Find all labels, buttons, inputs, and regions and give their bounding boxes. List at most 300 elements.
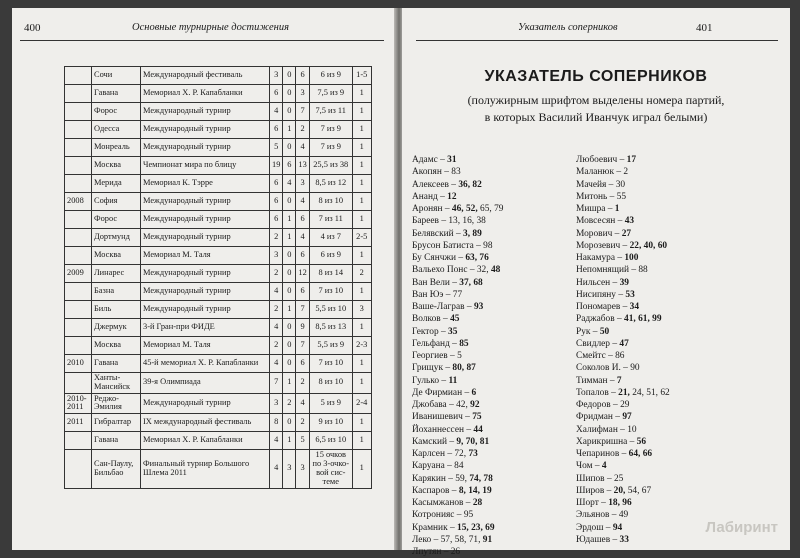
table-row: [65, 283, 372, 301]
place-cell: 1: [352, 211, 371, 229]
year-cell: [65, 85, 92, 103]
table-row: [65, 337, 372, 355]
entry-text: Шорт –: [576, 498, 609, 508]
city-cell: Линарес: [92, 265, 141, 283]
index-entry: [576, 387, 670, 399]
index-entry: [412, 350, 503, 362]
draws-cell: 0: [283, 319, 296, 337]
place-cell: 1: [352, 319, 371, 337]
white-games-numbers: 63, 76: [465, 253, 489, 263]
index-entry: [412, 534, 503, 546]
index-subtitle-line1: (полужирным шрифтом выделены номера партий,: [467, 93, 725, 107]
index-entry: [576, 228, 670, 240]
year-cell: [65, 337, 92, 355]
index-entry: [576, 252, 670, 264]
score-cell: 15 очков по 3-очко-вой сис-теме: [309, 450, 352, 488]
table-row: [65, 247, 372, 265]
city-cell: Сочи: [92, 67, 141, 85]
white-games-numbers: 37, 68: [459, 277, 483, 288]
white-games-numbers: 47: [619, 338, 629, 349]
event-cell: 3-й Гран-при ФИДЕ: [141, 319, 270, 337]
index-entry: [576, 191, 670, 203]
event-cell: Мемориал К. Тэрре: [141, 175, 270, 193]
table-row: [65, 265, 372, 283]
place-cell: 1: [352, 121, 371, 139]
index-entry: [412, 289, 503, 301]
losses-cell: 6: [296, 211, 309, 229]
year-cell: 2009: [65, 265, 92, 283]
index-entry: [576, 338, 670, 350]
index-entry: [576, 424, 670, 436]
entry-text: Каспаров –: [412, 485, 459, 496]
running-header-right: Указатель соперников: [518, 22, 618, 33]
index-entry: [412, 179, 503, 191]
entry-text: Каруана – 84: [412, 461, 464, 472]
event-cell: Международный турнир: [141, 193, 270, 211]
entry-text: Ван Юэ – 77: [412, 289, 463, 300]
left-page: [12, 8, 396, 550]
place-cell: 1: [352, 355, 371, 373]
index-entry: [576, 436, 670, 448]
entry-text: Халифман – 10: [576, 424, 637, 435]
right-page: [402, 8, 790, 557]
entry-text: Волков –: [412, 314, 451, 325]
losses-cell: 13: [296, 157, 309, 175]
entry-text: Карякин – 59,: [412, 473, 470, 484]
index-entry: [412, 460, 503, 472]
score-cell: 6 из 9: [309, 67, 352, 85]
losses-cell: 3: [296, 450, 309, 488]
index-entry: [412, 399, 503, 411]
entry-text: Широв –: [576, 485, 614, 496]
table-row: [65, 121, 372, 139]
draws-cell: 0: [283, 337, 296, 355]
white-games-numbers: 43: [624, 216, 635, 227]
year-cell: [65, 247, 92, 265]
score-cell: 7 из 9: [309, 121, 352, 139]
entry-text: Чепаринов –: [576, 449, 629, 459]
score-cell: 4 из 7: [309, 229, 352, 247]
white-games-numbers: 41, 61, 99: [624, 314, 662, 325]
event-cell: Международный турнир: [141, 229, 270, 247]
entry-text: Ананд –: [412, 191, 448, 202]
index-entry: [576, 166, 670, 178]
entry-text: Акопян – 83: [412, 167, 461, 178]
losses-cell: 3: [296, 85, 309, 103]
running-header-left: Основные турнирные достижения: [132, 22, 289, 33]
draws-cell: 0: [283, 67, 296, 85]
entry-text: Гектор –: [412, 326, 449, 337]
entry-text: Карлсен – 72,: [412, 449, 469, 459]
score-cell: 7 из 11: [309, 211, 352, 229]
entry-text: Мишра –: [576, 204, 615, 214]
entry-text: Пономарев –: [576, 302, 630, 312]
entry-text: Ван Вели –: [412, 277, 460, 288]
year-cell: 2008: [65, 193, 92, 211]
score-cell: 6 из 9: [309, 247, 352, 265]
wins-cell: 6: [270, 211, 283, 229]
entry-text: 54, 67: [625, 485, 652, 496]
wins-cell: 6: [270, 85, 283, 103]
entry-text: Чом –: [576, 461, 602, 472]
white-games-numbers: 28: [472, 498, 483, 508]
index-entry: [412, 411, 503, 423]
draws-cell: 0: [283, 247, 296, 265]
white-games-numbers: 74, 78: [469, 473, 493, 484]
white-games-numbers: 11: [448, 375, 458, 386]
entry-text: Федоров – 29: [576, 400, 630, 410]
index-entry: [412, 154, 503, 166]
white-games-numbers: 18, 96: [608, 498, 632, 508]
index-entry: [412, 313, 503, 325]
index-entry: [412, 240, 503, 252]
index-entry: [576, 411, 670, 423]
entry-text: Грищук –: [412, 363, 453, 374]
year-cell: 2010-2011: [65, 393, 92, 414]
index-subtitle-line2: в которых Василий Иванчук играл белыми): [484, 110, 708, 124]
losses-cell: 2: [296, 121, 309, 139]
entry-text: Брусон Батиста – 98: [412, 240, 493, 251]
event-cell: Международный турнир: [141, 265, 270, 283]
index-column-1: [412, 154, 503, 558]
wins-cell: 2: [270, 337, 283, 355]
city-cell: Сан-Паулу, Бильбао: [92, 450, 141, 488]
wins-cell: 2: [270, 265, 283, 283]
draws-cell: 6: [283, 157, 296, 175]
entry-text: Алексеев –: [412, 179, 459, 190]
score-cell: 8,5 из 13: [309, 319, 352, 337]
white-games-numbers: 34: [629, 302, 640, 312]
entry-text: Шипов – 25: [576, 473, 624, 484]
entry-text: Ваше-Лаграв –: [412, 302, 474, 312]
table-row: [65, 85, 372, 103]
table-row: [65, 373, 372, 394]
score-cell: 25,5 из 38: [309, 157, 352, 175]
score-cell: 7 из 10: [309, 355, 352, 373]
wins-cell: 3: [270, 247, 283, 265]
wins-cell: 19: [270, 157, 283, 175]
score-cell: 8 из 10: [309, 373, 352, 394]
score-cell: 5,5 из 10: [309, 301, 352, 319]
entry-text: Леко – 57, 58, 71,: [412, 534, 483, 545]
watermark-logo: Лабиринт: [705, 519, 778, 536]
year-cell: [65, 67, 92, 85]
index-entry: [412, 448, 503, 460]
year-cell: [65, 139, 92, 157]
losses-cell: 6: [296, 355, 309, 373]
year-cell: [65, 373, 92, 394]
place-cell: 3: [352, 301, 371, 319]
city-cell: Форос: [92, 211, 141, 229]
white-games-numbers: 3, 89: [463, 228, 482, 239]
city-cell: Гавана: [92, 432, 141, 450]
draws-cell: 0: [283, 265, 296, 283]
table-row: [65, 211, 372, 229]
city-cell: Мерида: [92, 175, 141, 193]
index-entry: [412, 338, 503, 350]
index-entry: [412, 424, 503, 436]
place-cell: 2-3: [352, 337, 371, 355]
entry-text: Котронияс – 95: [412, 510, 474, 521]
entry-text: Георгиев – 5: [412, 351, 462, 361]
wins-cell: 4: [270, 283, 283, 301]
entry-text: Белявский –: [412, 228, 464, 239]
white-games-numbers: 64, 66: [628, 449, 653, 459]
index-entry: [412, 546, 503, 558]
entry-text: Смейтс – 86: [576, 351, 625, 361]
entry-text: Топалов –: [576, 387, 619, 398]
wins-cell: 4: [270, 103, 283, 121]
entry-text: Крамник –: [412, 522, 457, 533]
score-cell: 9 из 10: [309, 414, 352, 432]
table-row: [65, 414, 372, 432]
index-entry: [576, 154, 670, 166]
city-cell: Биль: [92, 301, 141, 319]
index-entry: [412, 203, 503, 215]
place-cell: 2-4: [352, 393, 371, 414]
score-cell: 5 из 9: [309, 393, 352, 414]
white-games-numbers: 31: [447, 155, 457, 165]
wins-cell: 2: [270, 229, 283, 247]
city-cell: Москва: [92, 337, 141, 355]
entry-text: Фридман –: [576, 412, 623, 423]
index-entry: [412, 375, 503, 387]
event-cell: Международный турнир: [141, 393, 270, 414]
index-entry: [576, 240, 670, 252]
entry-text: Нильсен –: [576, 277, 620, 288]
place-cell: 1: [352, 450, 371, 488]
index-entry: [412, 497, 503, 509]
entry-text: Эрдош –: [576, 522, 613, 533]
wins-cell: 4: [270, 450, 283, 488]
white-games-numbers: 100: [624, 253, 639, 263]
year-cell: 2011: [65, 414, 92, 432]
white-games-numbers: 35: [448, 326, 458, 337]
losses-cell: 12: [296, 265, 309, 283]
index-title: УКАЗАТЕЛЬ СОПЕРНИКОВ: [484, 68, 708, 85]
entry-text: Адамс –: [412, 155, 448, 165]
event-cell: Чемпионат мира по блицу: [141, 157, 270, 175]
index-entry: [576, 326, 670, 338]
white-games-numbers: 53: [625, 289, 635, 300]
entry-text: Вальехо Понс – 32,: [412, 265, 491, 276]
index-entry: [412, 326, 503, 338]
city-cell: Форос: [92, 103, 141, 121]
draws-cell: 1: [283, 432, 296, 450]
city-cell: Одесса: [92, 121, 141, 139]
year-cell: [65, 432, 92, 450]
index-entry: [576, 375, 670, 387]
white-games-numbers: 20,: [613, 485, 626, 496]
white-games-numbers: 93: [473, 302, 484, 312]
entry-text: Джобава – 42,: [412, 400, 471, 410]
losses-cell: 6: [296, 67, 309, 85]
white-games-numbers: 45: [450, 314, 460, 325]
results-table: [64, 66, 372, 489]
white-games-numbers: 97: [622, 412, 632, 423]
index-entry: [576, 497, 670, 509]
wins-cell: 3: [270, 393, 283, 414]
index-entry: [576, 509, 670, 521]
event-cell: 39-я Олимпиада: [141, 373, 270, 394]
year-cell: [65, 319, 92, 337]
index-entry: [576, 179, 670, 191]
losses-cell: 6: [296, 283, 309, 301]
table-row: [65, 175, 372, 193]
score-cell: 5,5 из 9: [309, 337, 352, 355]
table-row: [65, 67, 372, 85]
index-entry: [412, 485, 503, 497]
wins-cell: 6: [270, 121, 283, 139]
index-entry: [412, 473, 503, 485]
white-games-numbers: 6: [471, 387, 477, 398]
wins-cell: 2: [270, 301, 283, 319]
city-cell: Гавана: [92, 355, 141, 373]
wins-cell: 4: [270, 432, 283, 450]
index-entry: [576, 485, 670, 497]
index-entry: [576, 460, 670, 472]
event-cell: Международный турнир: [141, 139, 270, 157]
entry-text: Юдашев –: [576, 534, 620, 545]
index-entry: [412, 362, 503, 374]
entry-text: Свидлер –: [576, 338, 620, 349]
draws-cell: 0: [283, 283, 296, 301]
entry-text: Раджабов –: [576, 314, 625, 325]
score-cell: 8 из 14: [309, 265, 352, 283]
white-games-numbers: 56: [636, 436, 647, 447]
entry-text: Морович –: [576, 228, 622, 239]
entry-text: Морозевич –: [576, 240, 630, 251]
entry-text: Йоханнессен –: [412, 424, 474, 435]
place-cell: 2-5: [352, 229, 371, 247]
entry-text: Мачейя – 30: [576, 179, 626, 190]
draws-cell: 1: [283, 301, 296, 319]
event-cell: Мемориал Х. Р. Капабланки: [141, 432, 270, 450]
index-entry: [576, 399, 670, 411]
index-entry: [576, 350, 670, 362]
table-row: [65, 355, 372, 373]
index-entry: [412, 228, 503, 240]
white-games-numbers: 80, 87: [452, 363, 476, 374]
index-entry: [412, 522, 503, 534]
entry-text: Маланюк – 2: [576, 167, 629, 178]
place-cell: 1: [352, 414, 371, 432]
place-cell: 1: [352, 432, 371, 450]
score-cell: 8,5 из 12: [309, 175, 352, 193]
index-entry: [412, 252, 503, 264]
white-games-numbers: 39: [619, 277, 629, 288]
draws-cell: 0: [283, 355, 296, 373]
entry-text: Аронян –: [412, 204, 452, 214]
wins-cell: 8: [270, 414, 283, 432]
wins-cell: 7: [270, 373, 283, 394]
header-rule: [416, 40, 778, 41]
score-cell: 7,5 из 9: [309, 85, 352, 103]
white-games-numbers: 85: [459, 338, 469, 349]
index-entry: [412, 215, 503, 227]
place-cell: 1: [352, 139, 371, 157]
entry-text: Харикришна –: [576, 436, 637, 447]
event-cell: Международный турнир: [141, 121, 270, 139]
losses-cell: 4: [296, 229, 309, 247]
table-row: [65, 319, 372, 337]
wins-cell: 6: [270, 193, 283, 211]
white-games-numbers: 8, 14, 19: [458, 485, 492, 496]
losses-cell: 4: [296, 139, 309, 157]
entry-text: Любоевич –: [576, 155, 627, 165]
city-cell: Монреаль: [92, 139, 141, 157]
white-games-numbers: 9, 70, 81: [456, 436, 490, 447]
entry-text: Гельфанд –: [412, 338, 460, 349]
event-cell: Международный турнир: [141, 211, 270, 229]
page-number-left: 400: [24, 22, 41, 34]
white-games-numbers: 46, 52,: [451, 204, 478, 214]
entry-text: Иванишевич –: [412, 412, 473, 423]
event-cell: Международный турнир: [141, 103, 270, 121]
year-cell: [65, 157, 92, 175]
white-games-numbers: 33: [619, 534, 629, 545]
score-cell: 8 из 10: [309, 193, 352, 211]
white-games-numbers: 21,: [618, 387, 630, 398]
draws-cell: 4: [283, 175, 296, 193]
city-cell: Дортмунд: [92, 229, 141, 247]
white-games-numbers: 48: [490, 265, 501, 276]
year-cell: [65, 121, 92, 139]
index-entry: [576, 264, 670, 276]
table-row: [65, 393, 372, 414]
place-cell: 1-5: [352, 67, 371, 85]
losses-cell: 4: [296, 193, 309, 211]
white-games-numbers: 12: [447, 191, 457, 202]
white-games-numbers: 44: [473, 424, 483, 435]
year-cell: [65, 283, 92, 301]
entry-text: Де Фирмиан –: [412, 387, 472, 398]
wins-cell: 4: [270, 319, 283, 337]
year-cell: [65, 175, 92, 193]
place-cell: 1: [352, 157, 371, 175]
entry-text: Лпутян – 26: [412, 547, 461, 557]
white-games-numbers: 73: [468, 449, 478, 459]
city-cell: Реджо-Эмилия: [92, 393, 141, 414]
losses-cell: 5: [296, 432, 309, 450]
place-cell: 1: [352, 283, 371, 301]
year-cell: 2010: [65, 355, 92, 373]
entry-text: Гулько –: [412, 375, 449, 386]
white-games-numbers: 91: [482, 534, 493, 545]
entry-text: 65, 79: [477, 204, 504, 214]
wins-cell: 4: [270, 355, 283, 373]
index-entry: [576, 473, 670, 485]
event-cell: Мемориал Х. Р. Капабланки: [141, 85, 270, 103]
white-games-numbers: 27: [621, 228, 632, 239]
draws-cell: 0: [283, 85, 296, 103]
index-entry: [576, 522, 670, 534]
place-cell: 1: [352, 247, 371, 265]
white-games-numbers: 7: [616, 375, 622, 386]
index-entry: [412, 277, 503, 289]
index-entry: [576, 203, 670, 215]
index-entry: [576, 362, 670, 374]
city-cell: Ханты-Мансийск: [92, 373, 141, 394]
index-entry: [576, 215, 670, 227]
entry-text: Касымжанов –: [412, 498, 473, 508]
place-cell: 1: [352, 175, 371, 193]
entry-text: Камский –: [412, 436, 457, 447]
event-cell: Мемориал М. Таля: [141, 247, 270, 265]
index-entry: [576, 301, 670, 313]
draws-cell: 1: [283, 121, 296, 139]
entry-text: Эльянов – 49: [576, 510, 629, 521]
